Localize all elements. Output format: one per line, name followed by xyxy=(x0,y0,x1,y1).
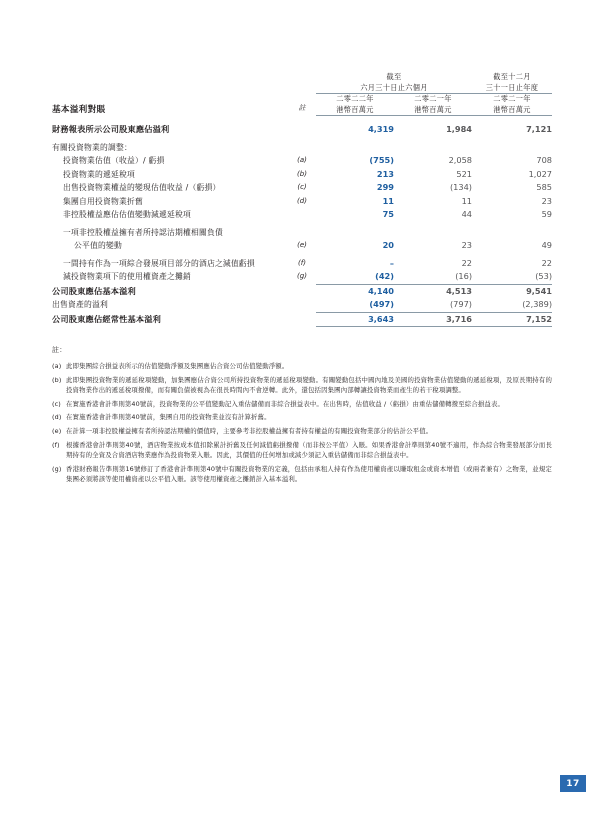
row-label: 公平值的變動 xyxy=(74,241,122,250)
table-header-groups xyxy=(52,72,552,93)
row-value-col2: 1,984 xyxy=(446,124,473,134)
header-group-interim xyxy=(316,72,472,93)
basic-profit-reconciliation-table xyxy=(52,72,552,327)
row-note-ref xyxy=(288,285,316,299)
row-value-col2: 3,716 xyxy=(446,313,473,324)
row-value-col2: (134) xyxy=(449,182,473,192)
note-text: 此即集團綜合損益表所示的估值變動淨額及集團應佔合資公司估值變動淨額。 xyxy=(66,362,289,370)
row-label: 出售投資物業權益的變現估值收益 /（虧損） xyxy=(63,183,221,192)
note-item xyxy=(52,464,552,484)
row-value-col1: 299 xyxy=(376,182,394,192)
row-value-col3 xyxy=(472,226,552,240)
column-header-1-year: 二零二二年 xyxy=(336,94,374,103)
note-marker: (g) xyxy=(52,464,62,473)
table-header-columns xyxy=(52,94,552,115)
row-value-col3: 49 xyxy=(541,240,553,250)
note-item xyxy=(52,426,552,436)
table-row xyxy=(52,168,552,182)
note-marker: (b) xyxy=(52,375,62,384)
column-header-2-unit: 港幣百萬元 xyxy=(414,104,452,114)
note-text: 此即集團投資物業的遞延稅項變動，加集團應佔合資公司所持投資物業的遞延稅項變動。有關變動包括中國內地及美國的投資物業估值變動的遞延稅項，及原長期持有的投資物業作出的遞延稅項撥備，而有關負債被視為在很長時間內不會逆轉。此外，還包括因集團內部轉讓投資物業而產生的若干稅項調整。 xyxy=(66,375,552,394)
row-value-col2: 23 xyxy=(461,240,473,250)
row-value-col1: 75 xyxy=(382,209,394,219)
row-note-ref xyxy=(288,208,316,222)
row-value-col2: 22 xyxy=(461,257,473,268)
row-value-col3: 585 xyxy=(536,182,553,192)
row-value-col3: 22 xyxy=(541,257,553,268)
table-row xyxy=(52,208,552,222)
row-value-col3: 1,027 xyxy=(528,168,553,179)
header-group-annual-line1: 截至十二月 xyxy=(493,72,531,81)
column-header-3 xyxy=(472,94,552,115)
table-rule xyxy=(52,326,552,327)
note-text: 在實施香港會計準則第40號前，集團自用的投資物業並沒有計算折舊。 xyxy=(66,413,271,422)
row-value-col3: 7,121 xyxy=(526,124,553,134)
row-note-ref: (f) xyxy=(298,258,306,267)
row-note-ref: (a) xyxy=(297,156,307,164)
row-note-ref: (c) xyxy=(297,183,307,191)
notes-title: 註： xyxy=(52,346,67,354)
row-value-col1: 4,140 xyxy=(368,285,394,296)
note-marker: (d) xyxy=(52,413,62,422)
page-number-badge: 17 xyxy=(560,775,586,792)
note-marker: (e) xyxy=(52,427,62,436)
note-marker: (f) xyxy=(52,440,60,449)
row-label: 公司股東應佔經常性基本溢利 xyxy=(52,313,162,324)
row-note-ref: (b) xyxy=(297,169,307,178)
column-header-3-unit: 港幣百萬元 xyxy=(493,104,531,114)
row-note-ref xyxy=(288,226,316,240)
row-value-col2 xyxy=(394,226,472,240)
row-value-col1: 3,643 xyxy=(368,313,394,324)
header-group-interim-line1: 截至 xyxy=(386,72,402,81)
header-group-annual xyxy=(472,72,552,93)
row-value-col1: (497) xyxy=(369,299,394,309)
note-text: 在實施香港會計準則第40號前，投資物業的公平值變動記入重估儲備而非綜合損益表中。在出售時，估值收益 /（虧損）由重估儲備轉撥至綜合損益表。 xyxy=(66,399,505,408)
note-text: 根據香港會計準則第40號，酒店物業按成本值扣除累計折舊及任何減值虧損撥備（而非按公平值）入賬。如果香港會計準則第40號不適用，作為綜合物業發展部分而長期持有的全資及合資酒店物業應作為投資物業入賬。因此，其價值的任何增加或減少須記入重估儲備而非綜合損益表中。 xyxy=(66,440,552,459)
row-value-col3: 7,152 xyxy=(526,313,553,324)
row-label: 出售資產的溢利 xyxy=(52,300,108,309)
row-value-col2: 4,513 xyxy=(446,285,473,296)
note-column-label: 註 xyxy=(298,103,306,112)
table-row xyxy=(52,195,552,209)
row-value-col3: 9,541 xyxy=(526,285,553,296)
row-label: 財務報表所示公司股東應佔溢利 xyxy=(52,124,170,134)
row-value-col1: (755) xyxy=(369,155,394,165)
table-row xyxy=(52,181,552,195)
page-content xyxy=(52,72,552,488)
table-row xyxy=(52,239,552,253)
notes-section xyxy=(52,345,552,484)
row-label: 非控股權益應佔估值變動減遞延稅項 xyxy=(63,210,191,219)
section-title: 基本溢利對賬 xyxy=(52,105,106,115)
table-row xyxy=(52,285,552,299)
row-value-col2: 2,058 xyxy=(448,155,473,165)
note-item xyxy=(52,412,552,422)
row-note-ref: (d) xyxy=(297,196,307,205)
note-marker: (a) xyxy=(52,362,62,370)
table-row xyxy=(52,226,552,240)
row-label: 投資物業的遞延稅項 xyxy=(63,169,135,179)
table-row xyxy=(52,154,552,168)
table-row xyxy=(52,123,552,137)
row-label: 集團自用投資物業折舊 xyxy=(63,196,143,206)
table-row xyxy=(52,298,552,312)
row-label: 投資物業估值（收益）/ 虧損 xyxy=(63,156,165,165)
row-value-col3: 59 xyxy=(541,209,553,219)
row-label: 公司股東應佔基本溢利 xyxy=(52,285,136,296)
row-label: 有關投資物業的調整： xyxy=(52,142,132,152)
table-row xyxy=(52,313,552,327)
note-marker: (c) xyxy=(52,399,61,408)
row-value-col3: 23 xyxy=(541,195,553,206)
row-note-ref xyxy=(288,123,316,137)
header-group-interim-line2: 六月三十日止六個月 xyxy=(360,82,428,92)
row-value-col1 xyxy=(316,226,394,240)
row-value-col2: 11 xyxy=(461,195,473,206)
row-note-ref: (e) xyxy=(297,241,307,249)
note-item xyxy=(52,440,552,460)
column-header-2 xyxy=(394,94,472,115)
row-note-ref xyxy=(288,298,316,312)
row-value-col1: 213 xyxy=(376,168,394,179)
row-value-col3: (53) xyxy=(535,271,553,281)
table-body xyxy=(52,123,552,327)
row-value-col1: (42) xyxy=(375,271,394,281)
row-value-col3: 708 xyxy=(536,155,553,165)
row-note-ref: (g) xyxy=(297,272,307,280)
note-item xyxy=(52,361,552,371)
column-header-1 xyxy=(316,94,394,115)
row-value-col1: 4,319 xyxy=(368,124,394,134)
row-label: 減投資物業項下的使用權資產之攤銷 xyxy=(63,272,191,281)
note-item xyxy=(52,375,552,395)
row-value-col2: 521 xyxy=(456,168,473,179)
note-text: 在計算一項非控股權益擁有者所持認沽期權的價值時，主要參考非控股權益擁有者持有權益的有關投資物業部分的估計公平值。 xyxy=(66,427,433,436)
header-group-annual-line2: 三十一日止年度 xyxy=(485,82,539,92)
notes-list xyxy=(52,361,552,484)
row-value-col1 xyxy=(316,141,394,155)
row-note-ref xyxy=(288,313,316,327)
row-value-col1: 11 xyxy=(382,195,394,206)
table-row xyxy=(52,257,552,271)
row-value-col3: (2,389) xyxy=(522,299,553,309)
note-item xyxy=(52,399,552,409)
row-value-col2: (797) xyxy=(449,299,473,309)
row-value-col2: 44 xyxy=(461,209,473,219)
row-value-col3 xyxy=(472,141,552,155)
row-label: 一間持有作為一項綜合發展項目部分的酒店之減值虧損 xyxy=(63,258,255,268)
table-row xyxy=(52,270,552,284)
row-label: 一項非控股權益擁有者所持認沽期權相關負債 xyxy=(63,227,223,237)
table-row xyxy=(52,141,552,155)
column-header-2-year: 二零二一年 xyxy=(414,94,452,103)
column-header-1-unit: 港幣百萬元 xyxy=(336,104,374,114)
row-note-ref xyxy=(288,141,316,155)
column-header-3-year: 二零二一年 xyxy=(493,94,531,103)
row-value-col2: (16) xyxy=(455,271,473,281)
row-value-col2 xyxy=(394,141,472,155)
note-text: 香港財務報告準則第16號修訂了香港會計準則第40號中有關投資物業的定義，包括由承租人持有作為使用權資產以賺取租金或資本增值（或兩者兼有）之物業，並規定集團必須將該等使用權資產以公平值入賬。該等使用權資產之攤銷計入基本溢利。 xyxy=(66,464,552,483)
row-value-col1: 20 xyxy=(382,240,394,250)
row-value-col1: – xyxy=(389,257,394,268)
